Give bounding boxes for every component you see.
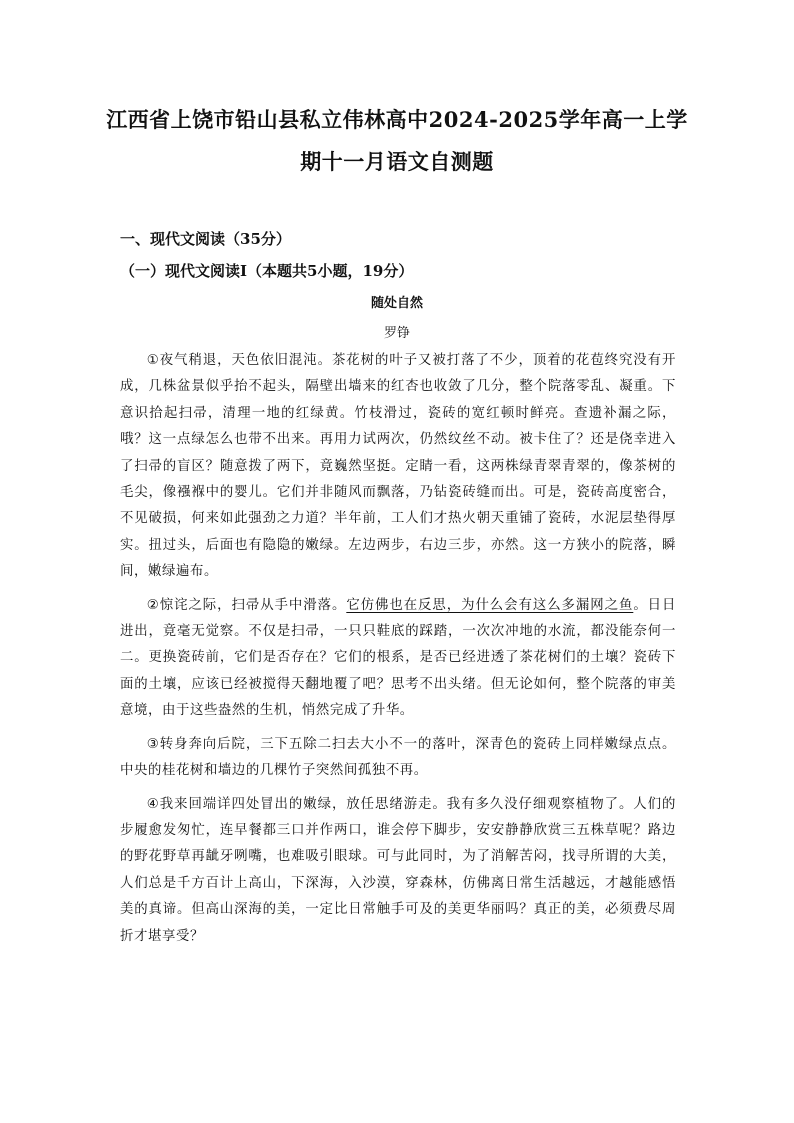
section-subheading-reading-1: （一）现代文阅读Ⅰ（本题共5小题，19分） bbox=[120, 262, 414, 280]
paragraph-2-start: ②惊诧之际，扫帚从手中滑落。 bbox=[146, 597, 347, 613]
section-heading-reading: 一、现代文阅读（35分） bbox=[120, 230, 291, 248]
paragraph-4: ④我来回端详四处冒出的嫩绿，放任思绪游走。我有多久没仔细观察植物了。人们的步履愈发匆忙，连早餐都三口并作两口，谁会停下脚步，安安静静欣赏三五株草呢？路边的野花野草再龇牙咧嘴，也难吸引眼球。可与此同时，为了消解苦闷，找寻所谓的大美，人们总是千方百计上高山，下深海，入沙漠，穿森林，仿佛离日常生活越远，才越能感悟美的真谛。但高山深海的美，一定比日常触手可及的美更华丽吗？真正的美，必须费尽周折才堪享受？ bbox=[120, 796, 676, 944]
document-title-line-1: 江西省上饶市铅山县私立伟林高中2024-2025学年高一上学 bbox=[106, 107, 688, 132]
paragraph-2-end: 。日日进出，竟毫无觉察。不仅是扫帚，一只只鞋底的踩踏，一次次冲地的水流，都没能奈何一二。更换瓷砖前，它们是否存在？它们的根系，是否已经进透了茶花树们的土壤？瓷砖下面的土壤，应该已经被搅得天翻地覆了吧？思考不出头绪。但无论如何，整个院落的审美意境，由于这些盎然的生机，悄然完成了升华。 bbox=[120, 597, 677, 719]
article-body bbox=[120, 348, 676, 957]
paragraph-3: ③转身奔向后院，三下五除二扫去大小不一的落叶，深青色的瓷砖上同样嫩绿点点。中央的桂花树和墙边的几棵竹子突然间孤独不再。 bbox=[120, 736, 676, 779]
document-title-line-2: 期十一月语文自测题 bbox=[300, 149, 494, 174]
paragraph-2 bbox=[120, 593, 676, 725]
underlined-sentence: 它仿佛也在反思，为什么会有这么多漏网之鱼 bbox=[346, 597, 634, 613]
paragraph-1: ①夜气稍退，天色依旧混沌。茶花树的叶子又被打落了不少，顶着的花苞终究没有开成，几株盆景似乎抬不起头，隔壁出墙来的红杏也收敛了几分，整个院落零乱、凝重。下意识拾起扫帚，清理一地的红绿黄。竹枝滑过，瓷砖的宽红顿时鲜亮。查遗补漏之际，哦？这一点绿怎么也带不出来。再用力试两次，仍然纹丝不动。被卡住了？还是侥幸进入了扫帚的盲区？随意拨了两下，竟巍然坚挺。定睛一看，这两株绿青翠青翠的，像茶树的毛尖，像襁褓中的婴儿。它们并非随风而飘落，乃钻瓷砖缝而出。可是，瓷砖高度密合，不见破损，何来如此强劲之力道？半年前，工人们才热火朝天重铺了瓷砖，水泥层垫得厚实。扭过头，后面也有隐隐的嫩绿。左边两步，右边三步，亦然。这一方狭小的院落，瞬间，嫩绿遍布。 bbox=[120, 353, 676, 580]
article-title: 随处自然 bbox=[370, 296, 423, 311]
article-author: 罗铮 bbox=[383, 326, 410, 341]
